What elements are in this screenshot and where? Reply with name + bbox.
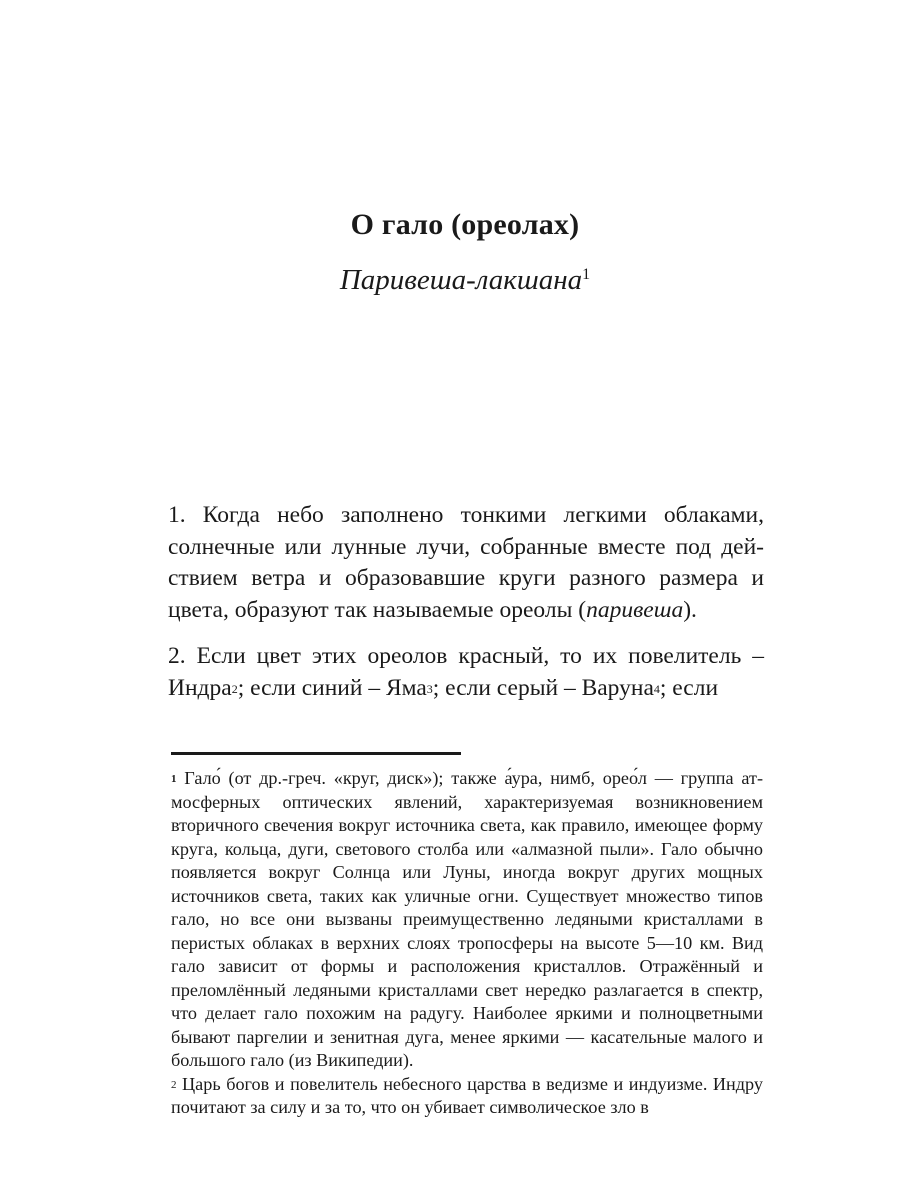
body-text (168, 500, 764, 719)
footnote-2-mark: 2 (171, 1078, 177, 1091)
chapter-title: О гало (ореолах) (350, 208, 580, 241)
paragraph-2-text-b: ; если синий – Яма (237, 674, 427, 701)
footnotes (171, 767, 763, 1120)
paragraph-1-emphasis: паривеша (586, 596, 684, 623)
paragraph-2-text-d: ; если (659, 674, 719, 701)
paragraph-2 (168, 641, 764, 704)
chapter-subtitle (0, 264, 900, 297)
footnote-ref-1[interactable]: 1 (582, 266, 591, 283)
footnote-ref-4[interactable]: 4 (653, 681, 660, 696)
paragraph-2-text-c: ; если серый – Варуна (432, 674, 654, 701)
footnote-1-mark: 1 (171, 773, 177, 785)
footnote-separator (171, 752, 461, 755)
footnote-1 (171, 767, 763, 1073)
footnote-2-text: Царь богов и повелитель небесного царства в ведизме и индуизме. Индру почитают за силу и за то, что он убивает символическое зло в (171, 1073, 763, 1117)
chapter-subtitle-text: Паривеша-лакшана (339, 264, 583, 296)
paragraph-1 (168, 500, 764, 626)
footnote-ref-3[interactable]: 3 (426, 681, 433, 696)
footnote-1-text: Гало́ (от др.-греч. «круг, диск»); также а́ура, нимб, орео́л — группа атмосферных оптических явлений, характеризуемая возникновением вторичного свечения вокруг источника света, как правило, имеющее форму круга, кольца, дуги, светового столба или «алмазной пыли». Гало обычно появляется вокруг Солнца или Луны, иногда вокруг других мощных источников света, таких как уличные огни. Существует множество типов гало, но все они вызваны преимущественно ледяными кристаллами в перистых облаках в верхних слоях тропосферы на высоте 5—10 км. Вид гало зависит от формы и расположения кристаллов. Отражённый и преломлённый ледяными кристаллами свет нередко разлагается в спектр, что делает гало похожим на радугу. Наиболее яркими и полноцветными бывают паргелии и зенитная дуга, менее яркими — касательные малого и большого гало (из Википедии). (171, 768, 763, 1070)
paragraph-1-text-a: 1. Когда небо заполнено тонкими легкими облаками, солнечные или лунные лучи, собранные вместе под действием ветра и образовавшие круги разного размера и цвета, образуют так называемые ореолы ( (168, 502, 764, 623)
footnote-ref-2[interactable]: 2 (231, 681, 238, 696)
footnote-2 (171, 1073, 763, 1120)
paragraph-1-text-b: ). (683, 596, 697, 623)
paragraph-2-text-a: 2. Если цвет этих ореолов красный, то их повелитель – Индра (168, 643, 764, 701)
